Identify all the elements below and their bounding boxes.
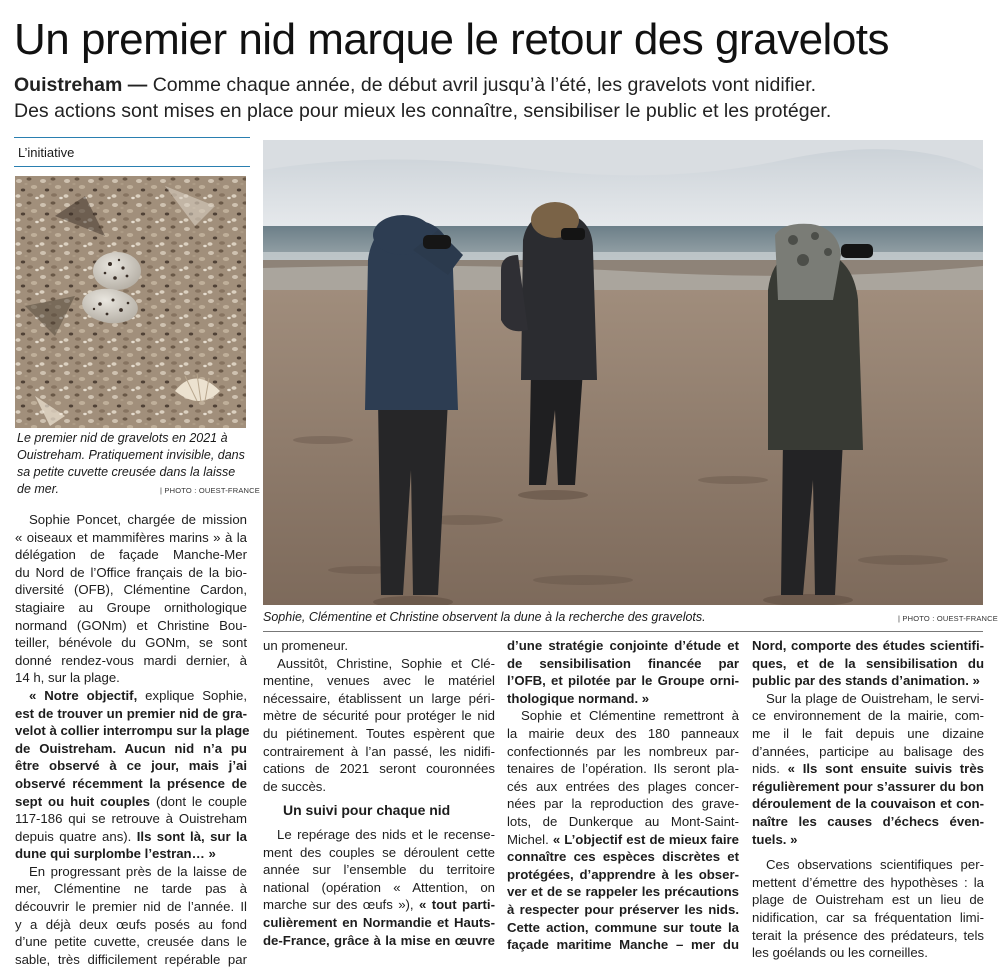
text-line	[263, 896, 495, 914]
nest-photo	[15, 176, 246, 428]
text-line: « oiseaux et mammifères marins » à la	[15, 529, 247, 545]
quote-text: « Ils sont ensuite suivis très	[779, 761, 984, 777]
quote-line: l’OFB, et pilotée par le Groupe orni-	[507, 673, 739, 689]
paragraph	[15, 687, 250, 863]
text-line: année sur l’ensemble du territoire	[263, 862, 495, 878]
paragraph	[15, 511, 247, 687]
article-deck	[14, 72, 994, 124]
body-text: Michel.	[507, 831, 549, 847]
text-line: normand (GONm) et Christine Bou-	[15, 617, 247, 633]
quote-line: public par des stands d’animation. »	[752, 673, 980, 689]
nest-photo-image	[15, 176, 246, 428]
quote-line: Cette action, commune sur toute la	[507, 919, 739, 935]
observers-photo-credit: | PHOTO : OUEST-FRANCE	[898, 614, 998, 623]
quote-line: velot à collier interrompu sur la plage	[15, 723, 250, 739]
quote-line: ver et de se rappeler les précautions	[507, 884, 739, 900]
body-text: nids.	[752, 761, 780, 777]
text-line: délégation de façade Manche-Mer	[15, 547, 247, 563]
text-line	[507, 831, 739, 849]
text-line	[15, 828, 247, 846]
text-line: national (opération « Attention, on	[263, 879, 495, 895]
text-line: stagiaire au Groupe ornithologique	[15, 599, 247, 615]
text-line: ment des couples se déroulent cette	[263, 844, 495, 860]
text-line: de succès.	[263, 778, 327, 794]
text-line: Le repérage des nids et le recense-	[277, 826, 495, 842]
quote-line: de Ouistreham. Aucun nid n’a pu	[15, 740, 247, 756]
body-text: marche sur des œufs »),	[263, 897, 414, 913]
quote-line: être observé à ce jour, mais j’ai	[15, 758, 247, 774]
text-line: y a déjà deux œufs posés au fond	[15, 916, 247, 932]
paragraph	[15, 863, 247, 968]
observers-photo	[263, 140, 983, 605]
text-line: du piétinement. Toutes espèrent que	[263, 725, 495, 741]
quote-line: ques, et de la sensibilisation du	[752, 655, 984, 671]
text-line: tenaires de l’opération. Ils seront pla-	[507, 761, 739, 777]
article-column-1	[15, 511, 250, 968]
text-line	[15, 793, 247, 811]
text-line: nées par la reproduction des grave-	[507, 796, 739, 812]
quote-line: est de trouver un premier nid de gra-	[15, 705, 247, 721]
quote-line: Nord, comporte des études scientifi-	[752, 638, 984, 653]
text-line: nécessaire, établissent un large péri-	[263, 690, 495, 706]
text-line: 14 h, sur la plage.	[15, 670, 120, 686]
deck-line-1	[14, 72, 994, 98]
paragraph	[752, 690, 984, 848]
text-line	[15, 687, 247, 705]
paragraph	[263, 655, 495, 796]
text-line: mettent d’émettre des hypothèses : la	[752, 874, 984, 890]
article-column-4	[752, 637, 984, 962]
text-line: cés aux entrées des plages concer-	[507, 778, 739, 794]
quote-line: connaître ces espèces discrètes et	[507, 849, 739, 865]
body-text: depuis quatre ans).	[15, 828, 132, 844]
text-line: lots, de Dunkerque au Mont-Saint-	[507, 813, 739, 829]
text-line: En progressant près de la laisse de	[29, 863, 247, 879]
text-line: d’années, participe au balisage des	[752, 743, 984, 759]
quote-line: tuels. »	[752, 831, 798, 847]
text-line: la mairie deux des 180 panneaux	[507, 725, 739, 741]
text-line: cations de 2021 seront couronnées	[263, 761, 495, 777]
quote-line: de sensibilisation financée par	[507, 655, 739, 671]
section-rubric: L’initiative	[14, 137, 250, 167]
quote-line: naître les causes d’échecs éven-	[752, 813, 984, 829]
text-line: nidification, car sa fréquentation limi-	[752, 909, 984, 925]
text-line: mer, Clémentine ne tarde pas à	[15, 881, 247, 897]
text-line: Sophie et Clémentine remettront à	[521, 708, 739, 724]
observers-photo-caption: Sophie, Clémentine et Christine observent la dune à la recherche des gravelots.	[263, 610, 706, 624]
text-line: donné rendez-vous mardi dernier, à	[15, 652, 247, 668]
deck-text-1: Comme chaque année, de début avril jusqu’à l’été, les gravelots vont nidifier.	[147, 74, 817, 96]
text-line: me il le fait depuis une dizaine	[752, 725, 984, 741]
deck-text-2: Des actions sont mises en place pour mieux les connaître, sensibiliser le public et les protéger.	[14, 100, 832, 122]
text-line: plage de Ouistreham est un lieu de	[752, 892, 984, 908]
quote-line: protégées, d’apprendre à les obser-	[507, 866, 739, 882]
text-line	[752, 760, 984, 778]
article-column-3	[507, 637, 739, 954]
article-column-2	[263, 637, 495, 949]
text-line: Aussitôt, Christine, Sophie et Clé-	[277, 655, 495, 671]
article-headline: Un premier nid marque le retour des gravelots	[14, 15, 890, 64]
caption-divider	[263, 631, 983, 632]
quote-line: à respecter pour préserver les nids.	[507, 901, 739, 917]
body-text: explique Sophie,	[137, 687, 247, 703]
quote-line: thologique normand. »	[507, 690, 650, 706]
quote-text: « tout parti-	[413, 897, 495, 913]
nest-photo-caption: Le premier nid de gravelots en 2021 à Ouistreham. Pratiquement invisible, dans sa petite cuvette creusée dans la laisse de mer.	[17, 431, 245, 496]
text-line: ce environnement de la mairie, com-	[752, 708, 984, 724]
text-line: confectionnés par les nombreux par-	[507, 743, 739, 759]
text-line: Sur la plage de Ouistreham, le servi-	[766, 690, 984, 706]
text-line: un promeneur.	[263, 638, 349, 653]
text-line: 117-186 qui se retrouve à Ouistreham	[15, 811, 247, 827]
quote-text: « Notre objectif,	[29, 687, 138, 703]
quote-line: dune qui surplombe l’estran… »	[15, 846, 216, 862]
quote-text: sept ou huit couples	[15, 793, 151, 809]
text-line: Sophie Poncet, chargée de mission	[29, 512, 247, 527]
body-text: (dont le couple	[150, 793, 247, 809]
quote-line: d’une stratégie conjointe d’étude et	[507, 638, 739, 653]
paragraph	[263, 637, 495, 655]
text-line: découvrir le premier nid de l’année. Il	[15, 899, 247, 915]
quote-line: culièrement en Normandie et Hauts-	[263, 914, 495, 930]
text-line: du Nord de l’Office français de la bio-	[15, 564, 247, 580]
paragraph	[752, 637, 984, 690]
observers-photo-image	[263, 140, 983, 605]
quote-line: régulièrement pour s’assurer du bon	[752, 778, 984, 794]
text-line: les goélands ou les corneilles.	[752, 945, 928, 961]
quote-line: observé récemment la présence de	[15, 775, 247, 791]
quote-text: Ils sont là, sur la	[131, 828, 247, 844]
text-line: mentine, venues avec le matériel	[263, 673, 495, 689]
quote-line: de-France, grâce à la mise en œuvre	[263, 932, 495, 948]
text-line: contrairement à l’an passé, les nidifi-	[263, 743, 495, 759]
paragraph	[507, 707, 739, 953]
quote-line: façade maritime Manche – mer du	[507, 937, 739, 953]
quote-line: déroulement de la couvaison et con-	[752, 796, 984, 812]
paragraph	[507, 637, 739, 707]
text-line: sable, très difficilement repérable par	[15, 951, 247, 967]
text-line: diversité (OFB), Clémentine Cardon,	[15, 582, 247, 598]
text-line: teiller, bénévole du GONm, se sont	[15, 635, 247, 651]
nest-photo-credit: | PHOTO : OUEST-FRANCE	[160, 486, 260, 495]
text-line: d’une petite cuvette, creusée dans le	[15, 934, 247, 950]
paragraph	[752, 856, 984, 962]
text-line: Ces observations scientifiques per-	[766, 857, 984, 873]
text-line: terait la présence des prédateurs, tels	[752, 927, 984, 943]
section-subhead: Un suivi pour chaque nid	[283, 802, 451, 819]
dateline-place: Ouistreham —	[14, 74, 148, 96]
quote-text: « L’objectif est de mieux faire	[548, 831, 739, 847]
paragraph	[263, 826, 495, 949]
text-line: mètre de sécurité pour protéger le nid	[263, 708, 495, 724]
